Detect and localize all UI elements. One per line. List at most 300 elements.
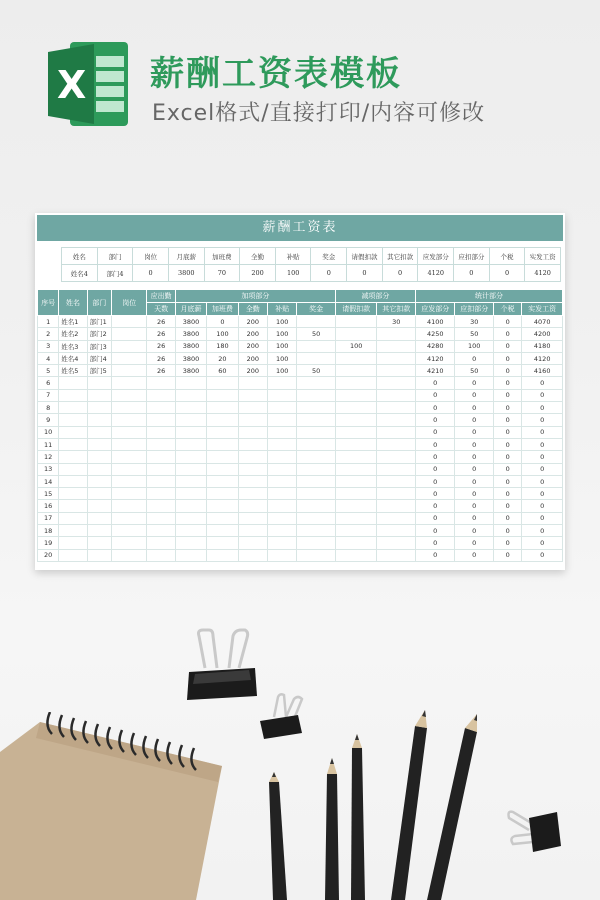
table-cell[interactable] (238, 463, 267, 475)
table-cell[interactable] (59, 389, 87, 401)
table-cell[interactable] (335, 512, 377, 524)
table-cell[interactable]: 14 (38, 475, 59, 487)
table-cell[interactable] (335, 365, 377, 377)
table-cell[interactable] (297, 438, 336, 450)
table-cell[interactable] (207, 377, 238, 389)
table-cell[interactable]: 3800 (175, 365, 206, 377)
table-cell[interactable] (87, 426, 111, 438)
table-cell[interactable] (297, 377, 336, 389)
table-cell[interactable] (335, 537, 377, 549)
table-cell[interactable] (87, 463, 111, 475)
table-cell[interactable]: 200 (238, 328, 267, 340)
table-cell[interactable] (335, 328, 377, 340)
table-row[interactable] (38, 463, 563, 475)
table-cell[interactable]: 0 (455, 512, 494, 524)
table-cell[interactable]: 180 (207, 340, 238, 352)
table-row[interactable] (38, 500, 563, 512)
table-cell[interactable] (111, 414, 146, 426)
table-cell[interactable] (111, 549, 146, 561)
table-cell[interactable]: 200 (238, 316, 267, 328)
table-cell[interactable] (59, 414, 87, 426)
table-cell[interactable]: 50 (297, 328, 336, 340)
table-cell[interactable] (175, 475, 206, 487)
table-cell[interactable] (87, 389, 111, 401)
table-cell[interactable]: 0 (415, 525, 455, 537)
table-cell[interactable]: 0 (415, 377, 455, 389)
table-cell[interactable] (175, 426, 206, 438)
table-cell[interactable] (297, 340, 336, 352)
table-cell[interactable]: 0 (415, 537, 455, 549)
table-cell[interactable]: 4160 (522, 365, 563, 377)
table-cell[interactable]: 200 (238, 340, 267, 352)
table-cell[interactable] (59, 525, 87, 537)
table-cell[interactable] (175, 488, 206, 500)
table-cell[interactable] (377, 488, 416, 500)
table-cell[interactable] (59, 488, 87, 500)
table-row[interactable] (38, 426, 563, 438)
table-cell[interactable]: 0 (455, 537, 494, 549)
table-cell[interactable]: 0 (493, 488, 521, 500)
table-cell[interactable] (59, 512, 87, 524)
table-cell[interactable] (59, 402, 87, 414)
table-cell[interactable] (377, 426, 416, 438)
table-cell[interactable] (147, 525, 175, 537)
table-cell[interactable]: 0 (493, 316, 521, 328)
table-cell[interactable]: 3800 (175, 316, 206, 328)
table-cell[interactable]: 100 (455, 340, 494, 352)
table-cell[interactable]: 0 (522, 414, 563, 426)
table-cell[interactable]: 2 (38, 328, 59, 340)
table-cell[interactable] (238, 451, 267, 463)
table-cell[interactable]: 0 (522, 488, 563, 500)
table-cell[interactable]: 0 (415, 414, 455, 426)
table-cell[interactable] (87, 451, 111, 463)
table-cell[interactable]: 11 (38, 438, 59, 450)
table-cell[interactable] (147, 389, 175, 401)
table-cell[interactable] (207, 525, 238, 537)
table-cell[interactable] (147, 512, 175, 524)
table-cell[interactable]: 0 (415, 475, 455, 487)
table-row[interactable] (38, 537, 563, 549)
table-cell[interactable] (147, 438, 175, 450)
table-cell[interactable] (111, 451, 146, 463)
table-cell[interactable] (238, 402, 267, 414)
table-cell[interactable]: 0 (493, 549, 521, 561)
table-cell[interactable] (377, 525, 416, 537)
table-cell[interactable] (335, 475, 377, 487)
table-cell[interactable] (268, 402, 297, 414)
table-cell[interactable] (175, 537, 206, 549)
table-cell[interactable] (207, 414, 238, 426)
table-cell[interactable] (268, 463, 297, 475)
table-cell[interactable] (297, 426, 336, 438)
table-cell[interactable] (175, 549, 206, 561)
table-cell[interactable] (111, 340, 146, 352)
table-cell[interactable] (207, 488, 238, 500)
table-cell[interactable]: 0 (455, 549, 494, 561)
table-cell[interactable]: 20 (38, 549, 59, 561)
table-row[interactable] (38, 475, 563, 487)
table-cell[interactable]: 4200 (522, 328, 563, 340)
table-cell[interactable] (59, 377, 87, 389)
table-cell[interactable]: 3800 (175, 340, 206, 352)
table-cell[interactable] (297, 488, 336, 500)
table-cell[interactable] (111, 316, 146, 328)
table-cell[interactable]: 4 (38, 352, 59, 364)
table-cell[interactable] (87, 512, 111, 524)
table-cell[interactable] (297, 352, 336, 364)
table-cell[interactable] (297, 549, 336, 561)
table-cell[interactable] (147, 414, 175, 426)
table-cell[interactable]: 4120 (415, 352, 455, 364)
table-cell[interactable] (111, 438, 146, 450)
table-cell[interactable] (87, 377, 111, 389)
table-cell[interactable] (335, 414, 377, 426)
table-cell[interactable]: 200 (238, 365, 267, 377)
table-row[interactable] (38, 451, 563, 463)
table-cell[interactable]: 0 (207, 316, 238, 328)
table-cell[interactable] (111, 365, 146, 377)
table-cell[interactable]: 0 (522, 549, 563, 561)
table-cell[interactable] (147, 488, 175, 500)
table-cell[interactable] (335, 316, 377, 328)
table-cell[interactable]: 60 (207, 365, 238, 377)
table-cell[interactable]: 姓名5 (59, 365, 87, 377)
table-cell[interactable] (297, 512, 336, 524)
table-row[interactable] (38, 352, 563, 364)
table-cell[interactable] (59, 549, 87, 561)
table-cell[interactable] (238, 414, 267, 426)
table-cell[interactable]: 100 (268, 365, 297, 377)
table-cell[interactable] (297, 537, 336, 549)
table-cell[interactable]: 0 (493, 475, 521, 487)
table-cell[interactable] (268, 389, 297, 401)
table-cell[interactable] (238, 525, 267, 537)
table-cell[interactable]: 30 (377, 316, 416, 328)
table-cell[interactable] (335, 488, 377, 500)
table-cell[interactable]: 姓名1 (59, 316, 87, 328)
table-cell[interactable] (377, 389, 416, 401)
table-cell[interactable] (207, 549, 238, 561)
table-cell[interactable] (335, 426, 377, 438)
table-cell[interactable]: 0 (493, 451, 521, 463)
table-cell[interactable]: 200 (238, 352, 267, 364)
table-cell[interactable]: 3 (38, 340, 59, 352)
table-cell[interactable] (268, 500, 297, 512)
table-cell[interactable]: 0 (415, 426, 455, 438)
table-cell[interactable] (207, 512, 238, 524)
table-cell[interactable] (335, 525, 377, 537)
table-cell[interactable]: 6 (38, 377, 59, 389)
table-cell[interactable] (238, 438, 267, 450)
table-cell[interactable]: 4250 (415, 328, 455, 340)
table-row[interactable] (38, 438, 563, 450)
table-cell[interactable] (207, 438, 238, 450)
table-cell[interactable] (175, 525, 206, 537)
table-cell[interactable] (87, 537, 111, 549)
table-cell[interactable] (207, 451, 238, 463)
table-cell[interactable]: 0 (493, 537, 521, 549)
table-cell[interactable]: 0 (455, 463, 494, 475)
table-cell[interactable]: 0 (415, 512, 455, 524)
table-cell[interactable]: 18 (38, 525, 59, 537)
table-row[interactable] (38, 340, 563, 352)
table-cell[interactable]: 9 (38, 414, 59, 426)
table-row[interactable] (38, 316, 563, 328)
table-cell[interactable] (297, 451, 336, 463)
table-cell[interactable] (335, 402, 377, 414)
table-cell[interactable] (87, 414, 111, 426)
table-cell[interactable] (377, 500, 416, 512)
table-cell[interactable]: 0 (455, 525, 494, 537)
table-cell[interactable] (377, 402, 416, 414)
table-cell[interactable] (297, 414, 336, 426)
table-cell[interactable] (207, 463, 238, 475)
table-cell[interactable]: 0 (493, 377, 521, 389)
table-cell[interactable]: 26 (147, 316, 175, 328)
table-row[interactable] (38, 389, 563, 401)
table-cell[interactable]: 0 (455, 377, 494, 389)
table-cell[interactable]: 0 (455, 352, 494, 364)
table-cell[interactable] (238, 537, 267, 549)
table-cell[interactable] (207, 537, 238, 549)
table-cell[interactable]: 0 (522, 525, 563, 537)
table-cell[interactable]: 26 (147, 365, 175, 377)
table-cell[interactable]: 0 (415, 500, 455, 512)
table-cell[interactable]: 0 (493, 525, 521, 537)
table-cell[interactable] (297, 475, 336, 487)
table-cell[interactable]: 0 (493, 389, 521, 401)
table-cell[interactable] (111, 328, 146, 340)
table-cell[interactable] (335, 377, 377, 389)
table-cell[interactable] (238, 426, 267, 438)
table-cell[interactable] (268, 451, 297, 463)
table-cell[interactable] (147, 402, 175, 414)
table-cell[interactable]: 100 (335, 340, 377, 352)
table-cell[interactable]: 姓名4 (59, 352, 87, 364)
table-cell[interactable]: 4280 (415, 340, 455, 352)
table-cell[interactable] (59, 451, 87, 463)
table-cell[interactable]: 0 (493, 438, 521, 450)
table-cell[interactable] (59, 475, 87, 487)
table-cell[interactable]: 0 (455, 438, 494, 450)
table-cell[interactable] (147, 426, 175, 438)
table-cell[interactable] (268, 414, 297, 426)
table-cell[interactable]: 50 (297, 365, 336, 377)
table-cell[interactable] (111, 389, 146, 401)
table-cell[interactable] (297, 500, 336, 512)
table-cell[interactable] (111, 402, 146, 414)
table-cell[interactable] (175, 414, 206, 426)
table-cell[interactable] (238, 488, 267, 500)
table-cell[interactable]: 0 (522, 512, 563, 524)
table-cell[interactable]: 13 (38, 463, 59, 475)
table-cell[interactable] (268, 438, 297, 450)
table-cell[interactable] (377, 377, 416, 389)
table-cell[interactable] (268, 377, 297, 389)
table-cell[interactable] (335, 352, 377, 364)
table-cell[interactable]: 0 (493, 328, 521, 340)
table-cell[interactable]: 4100 (415, 316, 455, 328)
table-cell[interactable] (59, 426, 87, 438)
table-cell[interactable] (297, 402, 336, 414)
table-cell[interactable]: 19 (38, 537, 59, 549)
table-cell[interactable]: 0 (493, 463, 521, 475)
table-cell[interactable]: 部门5 (87, 365, 111, 377)
table-cell[interactable]: 0 (522, 402, 563, 414)
table-cell[interactable]: 20 (207, 352, 238, 364)
table-cell[interactable]: 100 (207, 328, 238, 340)
table-cell[interactable]: 4210 (415, 365, 455, 377)
table-cell[interactable] (268, 426, 297, 438)
table-cell[interactable] (175, 438, 206, 450)
table-row[interactable] (38, 402, 563, 414)
table-cell[interactable]: 100 (268, 352, 297, 364)
table-row[interactable] (38, 328, 563, 340)
table-cell[interactable]: 0 (455, 414, 494, 426)
table-cell[interactable] (59, 463, 87, 475)
table-cell[interactable] (268, 488, 297, 500)
table-cell[interactable] (335, 438, 377, 450)
table-cell[interactable] (111, 352, 146, 364)
table-cell[interactable] (238, 475, 267, 487)
table-cell[interactable] (268, 537, 297, 549)
table-cell[interactable] (87, 525, 111, 537)
table-cell[interactable] (377, 438, 416, 450)
table-cell[interactable] (377, 451, 416, 463)
table-cell[interactable] (207, 402, 238, 414)
table-cell[interactable]: 0 (493, 500, 521, 512)
table-cell[interactable]: 26 (147, 340, 175, 352)
table-cell[interactable]: 0 (415, 389, 455, 401)
table-cell[interactable] (111, 426, 146, 438)
table-cell[interactable]: 0 (522, 463, 563, 475)
table-cell[interactable]: 100 (268, 340, 297, 352)
table-cell[interactable]: 0 (455, 389, 494, 401)
table-cell[interactable]: 姓名2 (59, 328, 87, 340)
table-cell[interactable] (175, 377, 206, 389)
table-cell[interactable] (335, 451, 377, 463)
table-cell[interactable] (147, 537, 175, 549)
table-cell[interactable] (238, 500, 267, 512)
table-cell[interactable] (297, 463, 336, 475)
table-cell[interactable]: 0 (493, 414, 521, 426)
table-cell[interactable] (175, 463, 206, 475)
table-cell[interactable]: 0 (493, 352, 521, 364)
table-cell[interactable] (147, 500, 175, 512)
table-cell[interactable]: 26 (147, 328, 175, 340)
table-cell[interactable] (59, 500, 87, 512)
table-row[interactable] (38, 365, 563, 377)
table-cell[interactable] (175, 402, 206, 414)
table-cell[interactable]: 0 (522, 451, 563, 463)
table-cell[interactable] (238, 549, 267, 561)
table-cell[interactable] (111, 488, 146, 500)
table-cell[interactable]: 0 (415, 463, 455, 475)
table-cell[interactable] (297, 525, 336, 537)
table-cell[interactable]: 0 (415, 402, 455, 414)
table-row[interactable] (38, 525, 563, 537)
table-cell[interactable]: 4070 (522, 316, 563, 328)
table-cell[interactable] (59, 537, 87, 549)
table-cell[interactable] (377, 463, 416, 475)
table-cell[interactable] (377, 365, 416, 377)
table-cell[interactable]: 1 (38, 316, 59, 328)
table-cell[interactable]: 0 (493, 402, 521, 414)
table-cell[interactable]: 0 (415, 488, 455, 500)
table-cell[interactable] (377, 414, 416, 426)
table-cell[interactable]: 0 (455, 402, 494, 414)
table-cell[interactable]: 8 (38, 402, 59, 414)
table-cell[interactable] (175, 500, 206, 512)
table-row[interactable] (38, 488, 563, 500)
table-cell[interactable]: 4180 (522, 340, 563, 352)
table-row[interactable] (38, 377, 563, 389)
table-cell[interactable]: 26 (147, 352, 175, 364)
table-cell[interactable] (59, 438, 87, 450)
table-cell[interactable] (377, 475, 416, 487)
table-cell[interactable] (111, 475, 146, 487)
table-row[interactable] (38, 414, 563, 426)
table-cell[interactable] (238, 389, 267, 401)
table-cell[interactable]: 0 (455, 475, 494, 487)
table-cell[interactable] (147, 451, 175, 463)
table-cell[interactable]: 0 (415, 438, 455, 450)
table-cell[interactable] (111, 512, 146, 524)
table-cell[interactable]: 16 (38, 500, 59, 512)
table-cell[interactable] (207, 389, 238, 401)
table-cell[interactable]: 0 (415, 549, 455, 561)
table-cell[interactable] (207, 500, 238, 512)
table-cell[interactable]: 0 (522, 475, 563, 487)
table-cell[interactable] (238, 512, 267, 524)
table-cell[interactable]: 部门3 (87, 340, 111, 352)
table-cell[interactable] (111, 463, 146, 475)
table-cell[interactable]: 0 (522, 537, 563, 549)
table-cell[interactable] (111, 537, 146, 549)
table-cell[interactable]: 0 (455, 426, 494, 438)
table-cell[interactable] (175, 389, 206, 401)
table-cell[interactable]: 7 (38, 389, 59, 401)
table-cell[interactable] (147, 463, 175, 475)
table-cell[interactable]: 0 (522, 438, 563, 450)
table-cell[interactable]: 100 (268, 316, 297, 328)
table-cell[interactable] (377, 352, 416, 364)
table-cell[interactable]: 0 (522, 426, 563, 438)
table-cell[interactable]: 0 (493, 426, 521, 438)
table-cell[interactable] (147, 377, 175, 389)
table-cell[interactable]: 0 (493, 365, 521, 377)
table-cell[interactable] (335, 500, 377, 512)
table-cell[interactable] (268, 525, 297, 537)
table-cell[interactable]: 0 (415, 451, 455, 463)
table-cell[interactable]: 100 (268, 328, 297, 340)
table-cell[interactable] (175, 512, 206, 524)
table-cell[interactable]: 3800 (175, 352, 206, 364)
table-cell[interactable] (87, 488, 111, 500)
table-cell[interactable] (87, 475, 111, 487)
table-cell[interactable]: 4120 (522, 352, 563, 364)
table-cell[interactable] (268, 475, 297, 487)
table-cell[interactable] (297, 316, 336, 328)
table-cell[interactable]: 0 (522, 389, 563, 401)
table-cell[interactable]: 12 (38, 451, 59, 463)
table-cell[interactable] (111, 377, 146, 389)
table-cell[interactable] (268, 512, 297, 524)
table-cell[interactable] (377, 512, 416, 524)
table-cell[interactable] (335, 463, 377, 475)
table-cell[interactable]: 0 (493, 340, 521, 352)
